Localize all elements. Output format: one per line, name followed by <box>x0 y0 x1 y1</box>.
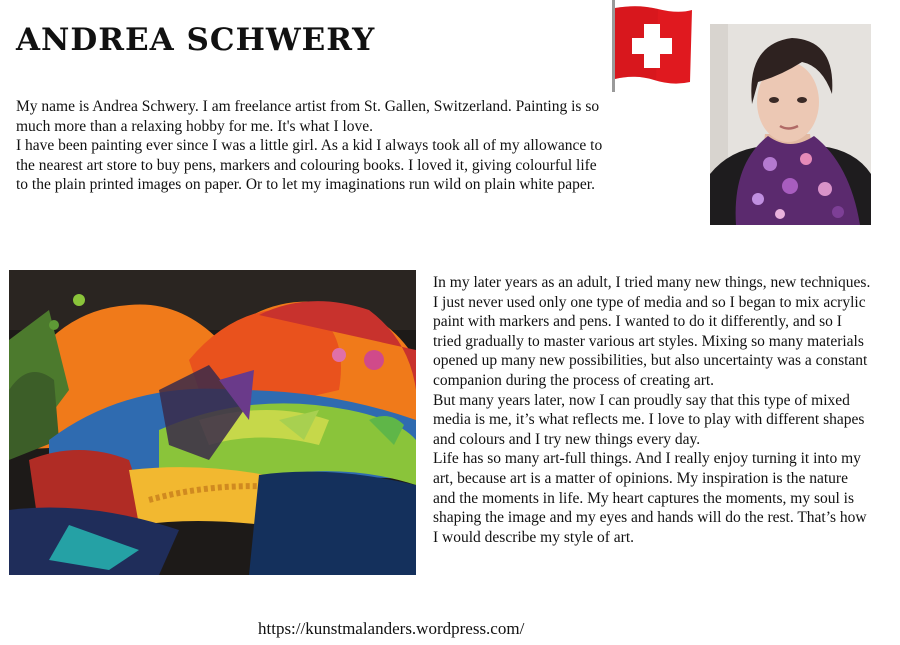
swiss-flag-image <box>608 0 698 92</box>
artist-name-title: ANDREA SCHWERY <box>16 22 376 58</box>
intro-paragraph: I have been painting ever since I was a little girl. As a kid I always took all of my allowance to the nearest art store to buy pens, markers and colouring books. I loved it, giving colourful life to the plain printed images on paper. Or to let my imaginations run wild on plain white paper. <box>16 137 603 193</box>
website-link[interactable]: https://kunstmalanders.wordpress.com/ <box>258 619 525 638</box>
story-text <box>433 273 873 547</box>
artist-portrait <box>710 24 871 225</box>
intro-text <box>16 97 606 195</box>
artwork-painting <box>9 270 416 575</box>
intro-paragraph: My name is Andrea Schwery. I am freelance artist from St. Gallen, Switzerland. Painting is so much more than a relaxing hobby for me. It's what I love. <box>16 98 600 135</box>
story-paragraph: But many years later, now I can proudly say that this type of mixed media is me, it’s what reflects me. I love to play with different shapes and colours and I try new things every day. <box>433 391 865 448</box>
story-paragraph: In my later years as an adult, I tried many new things, new techniques. I just never used only one type of media and so I began to mix acrylic paint with markers and pens. I wanted to do it differently, and so I tried gradually to master various art styles. Mixing so many materials opened up many new possibilities, but also uncertainty was a constant companion during the process of creating art. <box>433 274 871 389</box>
story-paragraph: Life has so many art-full things. And I really enjoy turning it into my art, because art is a matter of opinions. My inspiration is the nature and the moments in life. My heart captures the moments, my soul is shaping the image and my eyes and hands will do the rest. That’s how I would describe my style of art. <box>433 450 867 546</box>
